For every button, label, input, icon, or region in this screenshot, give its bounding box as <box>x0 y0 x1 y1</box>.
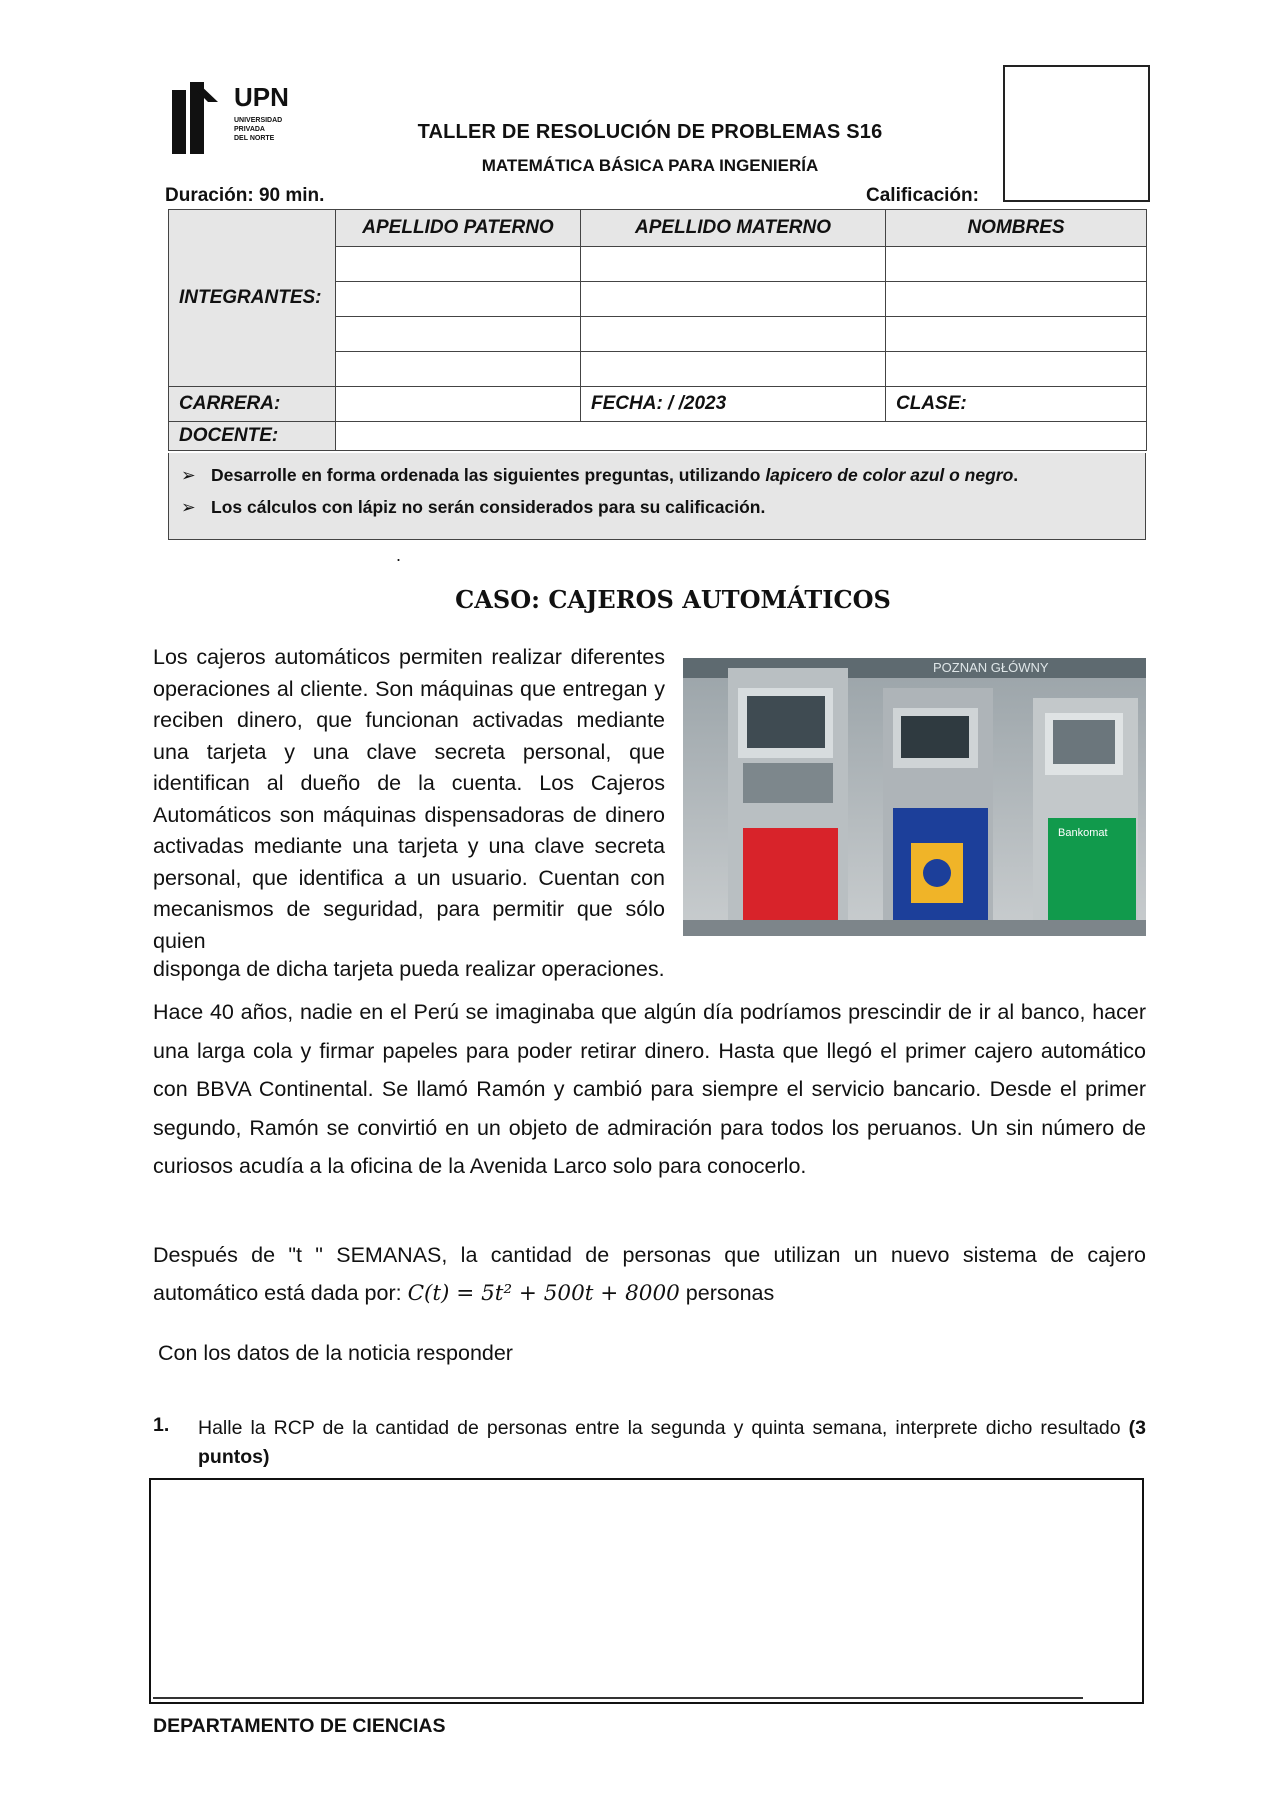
question-1-number: 1. <box>153 1414 170 1436</box>
table-corner-cell <box>169 210 336 387</box>
arrow-bullet-icon: ➢ <box>181 497 196 517</box>
input-cell[interactable] <box>336 317 581 352</box>
case-paragraph-1: Hace 40 años, nadie en el Perú se imaginaba que algún día podríamos prescindir de ir al banco, hacer una larga cola y firmar papeles para poder retirar dinero. Hasta que llegó el primer cajero automático con BBVA Continental. Se llamó Ramón y cambió para siempre el servicio bancario. Desde el primer segundo, Ramón se convirtió en un objeto de admiración para todos los peruanos. Un sin número de curiosos acudía a la oficina de la Avenida Larco solo para conocerlo. <box>153 1000 1146 1179</box>
instruction-2-text: Los cálculos con lápiz no serán considerados para su calificación. <box>211 497 766 517</box>
input-cell[interactable] <box>336 247 581 282</box>
formula: C(t) = 5t² + 500t + 8000 <box>407 1281 680 1306</box>
paragraph-2-end: personas <box>679 1281 775 1305</box>
col-header-apellido-materno: APELLIDO MATERNO <box>581 210 886 247</box>
docente-row <box>169 422 1147 451</box>
footer-department: DEPARTAMENTO DE CIENCIAS <box>153 1715 446 1737</box>
col-header-nombres: NOMBRES <box>886 210 1147 247</box>
instruction-1-end: . <box>1013 465 1019 485</box>
case-column-text: Los cajeros automáticos permiten realizar diferentes operaciones al cliente. Son máquinas que entregan y reciben dinero, que funcionan activadas mediante una tarjeta y una clave secreta personal, que identifican al dueño de la cuenta. Los Cajeros Automáticos son máquinas dispensadoras de dinero activadas mediante una tarjeta y una clave secreta personal, que identifica a un usuario. Cuentan con mecanismos de seguridad, para permitir que sólo quien <box>153 645 665 953</box>
photo-sign-text: POZNAN GŁÓWNY <box>933 660 1049 675</box>
input-cell[interactable] <box>581 247 886 282</box>
footer-divider <box>153 1697 1083 1699</box>
question-1-points: (3 puntos) <box>198 1417 1146 1468</box>
atm-photo-image <box>683 658 1146 936</box>
instruction-item-2 <box>181 497 766 518</box>
page-subtitle: MATEMÁTICA BÁSICA PARA INGENIERÍA <box>481 156 819 175</box>
case-column-last-line: disponga de dicha tarjeta pueda realizar operaciones. <box>153 957 665 981</box>
atm-photo <box>683 658 1146 936</box>
fecha-cell[interactable]: FECHA: / /2023 <box>581 387 886 422</box>
input-cell[interactable] <box>886 317 1147 352</box>
grade-label: Calificación: <box>866 185 979 206</box>
instruction-1-italic: lapicero de color azul o negro <box>765 465 1014 485</box>
logo-subtext-1: UNIVERSIDAD <box>234 117 283 124</box>
case-paragraph-2 <box>153 1236 1146 1313</box>
page-title: TALLER DE RESOLUCIÓN DE PROBLEMAS S16 <box>417 121 883 143</box>
student-info-table <box>168 209 1147 451</box>
logo-subtext-2: PRIVADA <box>234 126 265 133</box>
instructions-box <box>168 453 1146 540</box>
arrow-bullet-icon: ➢ <box>181 465 196 485</box>
case-paragraph-3: Con los datos de la noticia responder <box>158 1341 513 1365</box>
logo-subtext-3: DEL NORTE <box>234 135 275 142</box>
integrantes-label: INTEGRANTES: <box>179 287 322 308</box>
input-cell[interactable] <box>886 352 1147 387</box>
carrera-row <box>169 387 1147 422</box>
table-header-row <box>169 210 1147 247</box>
docente-label: DOCENTE: <box>169 422 336 451</box>
paragraph-2-start: Después de "t " SEMANAS, la cantidad de personas que utilizan un nuevo sistema de cajero automático está dada por: <box>153 1243 1146 1305</box>
docente-input-cell[interactable] <box>336 422 1147 451</box>
instruction-item-1 <box>181 465 1019 486</box>
logo-text: UPN <box>234 82 289 112</box>
instruction-1-text: Desarrolle en forma ordenada las siguientes preguntas, utilizando <box>211 465 766 485</box>
input-cell[interactable] <box>886 247 1147 282</box>
input-cell[interactable] <box>581 317 886 352</box>
input-cell[interactable] <box>581 282 886 317</box>
upn-logo-icon <box>172 82 292 154</box>
input-cell[interactable] <box>336 282 581 317</box>
duration-label: Duración: 90 min. <box>165 185 325 206</box>
input-cell[interactable] <box>886 282 1147 317</box>
carrera-label: CARRERA: <box>169 387 336 422</box>
stray-dot: . <box>396 545 402 565</box>
upn-logo <box>172 82 292 154</box>
col-header-apellido-paterno: APELLIDO PATERNO <box>336 210 581 247</box>
grade-box[interactable] <box>1003 65 1150 202</box>
carrera-input-cell[interactable] <box>336 387 581 422</box>
case-title: CASO: CAJEROS AUTOMÁTICOS <box>455 585 891 614</box>
question-1-text <box>198 1414 1146 1472</box>
clase-cell[interactable]: CLASE: <box>886 387 1147 422</box>
answer-box[interactable] <box>149 1478 1144 1704</box>
input-cell[interactable] <box>336 352 581 387</box>
photo-brand-text: Bankomat <box>1058 827 1108 839</box>
input-cell[interactable] <box>581 352 886 387</box>
question-1-body: Halle la RCP de la cantidad de personas entre la segunda y quinta semana, interprete dicho resultado <box>198 1417 1129 1439</box>
